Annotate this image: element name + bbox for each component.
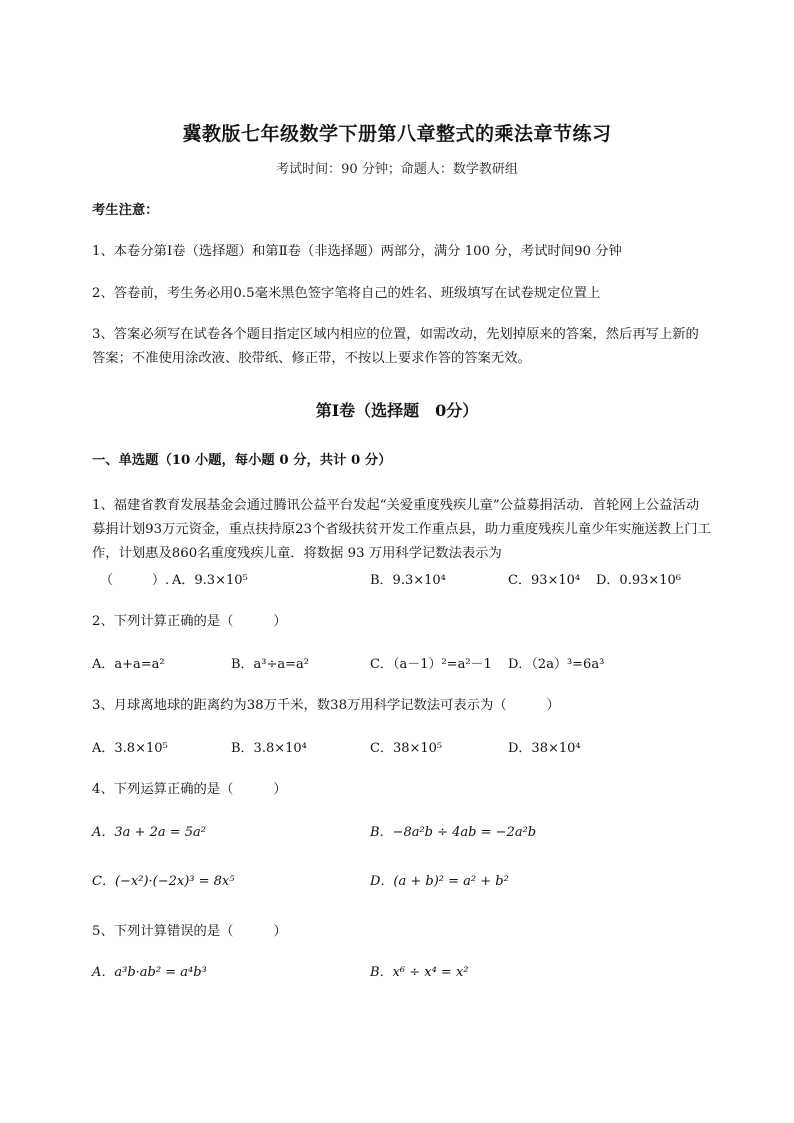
question-2-stem: 2、下列计算正确的是（ ） bbox=[92, 614, 287, 629]
question-3-option-a[interactable]: A．3.8×10⁵ bbox=[92, 741, 168, 756]
notice-item-3: 3、答案必须写在试卷各个题目指定区域内相应的位置，如需改动，先划掉原来的答案，然后再写上新的答案；不准使用涂改液、胶带纸、修正带，不按以上要求作答的答案无效。 bbox=[92, 327, 699, 366]
question-1-option-c[interactable]: C．93×10⁴ bbox=[508, 573, 581, 588]
question-1-option-a[interactable]: A．9.3×10⁵ bbox=[172, 573, 248, 588]
question-3-stem: 3、月球离地球的距离约为38万千米，数38万用科学记数法可表示为（ ） bbox=[92, 698, 560, 713]
notice-item-1: 1、本卷分第Ⅰ卷（选择题）和第Ⅱ卷（非选择题）两部分，满分 100 分，考试时间90 分钟 bbox=[92, 244, 622, 259]
question-4-option-c[interactable]: C．(−x²)·(−2x)³ = 8x⁵ bbox=[92, 874, 235, 889]
question-2-option-a[interactable]: A．a+a=a² bbox=[92, 657, 165, 672]
notice-heading: 考生注意： bbox=[92, 203, 159, 218]
question-2-option-b[interactable]: B．a³÷a=a² bbox=[231, 657, 310, 672]
part-heading: 一、单选题（10 小题，每小题 0 分，共计 0 分） bbox=[92, 453, 392, 468]
question-4-option-d[interactable]: D．(a + b)² = a² + b² bbox=[370, 874, 509, 889]
question-3-option-b[interactable]: B．3.8×10⁴ bbox=[231, 741, 307, 756]
page-title: 冀教版七年级数学下册第八章整式的乘法章节练习 bbox=[182, 123, 612, 145]
question-1-option-b[interactable]: B．9.3×10⁴ bbox=[370, 573, 446, 588]
section-title: 第Ⅰ卷（选择题 0分） bbox=[315, 401, 479, 420]
question-1-stem-tail: （ ）. bbox=[100, 573, 170, 588]
question-4-option-a[interactable]: A．3a + 2a = 5a² bbox=[92, 825, 206, 840]
question-4-option-b[interactable]: B．−8a²b ÷ 4ab = −2a²b bbox=[370, 825, 537, 840]
question-4-stem: 4、下列运算正确的是（ ） bbox=[92, 782, 287, 797]
question-5-option-b[interactable]: B．x⁶ ÷ x⁴ = x² bbox=[370, 965, 469, 980]
notice-item-2: 2、答卷前，考生务必用0.5毫米黑色签字笔将自己的姓名、班级填写在试卷规定位置上 bbox=[92, 286, 601, 301]
question-1-stem: 1、福建省教育发展基金会通过腾讯公益平台发起“关爱重度残疾儿童”公益募捐活动．首轮网上公益活动募捐计划93万元资金，重点扶持原23个省级扶贫开发工作重点县，助力重度残疾儿童少年实施送教上门工作，计划惠及860名重度残疾儿童．将数据 93 万用科学记数法表示为 bbox=[92, 498, 711, 561]
question-5-stem: 5、下列计算错误的是（ ） bbox=[92, 924, 287, 939]
question-2-option-d[interactable]: D．（2a）³=6a³ bbox=[508, 657, 605, 672]
question-5-option-a[interactable]: A．a³b·ab² = a⁴b³ bbox=[92, 965, 207, 980]
question-3-option-d[interactable]: D．38×10⁴ bbox=[508, 741, 581, 756]
question-3-option-c[interactable]: C．38×10⁵ bbox=[370, 741, 443, 756]
question-2-option-c[interactable]: C．（a－1）²=a²－1 bbox=[370, 657, 492, 672]
question-1-option-d[interactable]: D．0.93×10⁶ bbox=[596, 573, 682, 588]
page-subtitle: 考试时间：90 分钟；命题人：数学教研组 bbox=[276, 162, 518, 177]
